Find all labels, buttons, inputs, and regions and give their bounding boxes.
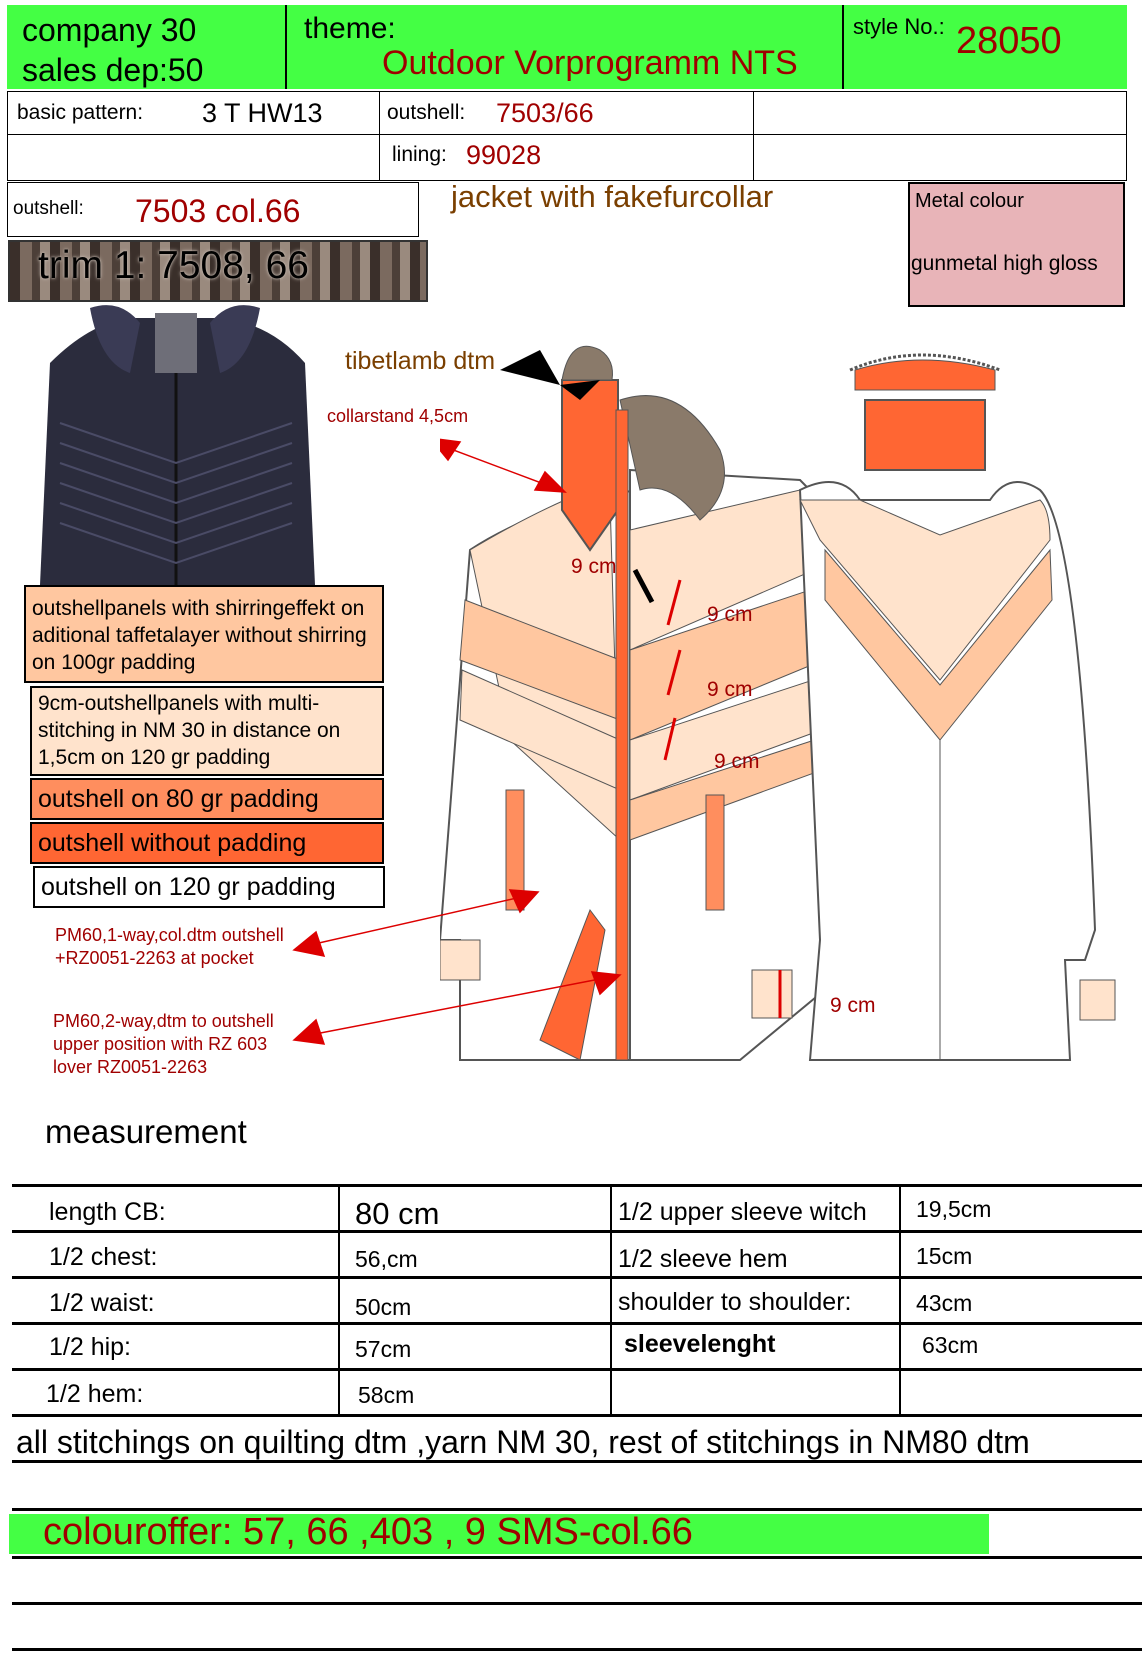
legend-item-shirring [24,585,384,683]
annotation-pocket [55,924,284,970]
outshell-material-value: 7503 col.66 [135,193,301,229]
measure-row-label: 1/2 hip: [49,1333,132,1361]
legend-text: 9cm-outshellpanels with multi-stitching in NM 30 in distance on 1,5cm on 120 gr padding [38,692,341,769]
legend-text: outshellpanels with shirringeffekt on aditional taffetalayer without shirring on 100gr padding [32,597,367,674]
stitching-note: all stitchings on quilting dtm ,yarn NM 30, rest of stitchings in NM80 dtm [16,1424,1030,1460]
header-divider [285,5,287,89]
measure-row-value: 19,5cm [916,1196,992,1222]
legend-item-no-padding [30,822,384,864]
measure-row-value: 50cm [355,1294,412,1320]
legend-text: outshell without padding [38,829,307,857]
annotation-tibetlamb: tibetlamb dtm [345,347,496,375]
sales-dep-label: sales dep:50 [22,52,204,88]
measure-row-value: 63cm [922,1332,979,1358]
style-label: style No.: [853,14,945,39]
measurement-title: measurement [45,1113,247,1150]
measure-row-label: 1/2 waist: [49,1289,155,1317]
table-col-line [338,1184,340,1416]
legend-item-multistitching [30,686,384,776]
measure-label: 9 cm [707,678,753,701]
table-line [12,1230,1142,1233]
measure-row-label: sleevelenght [624,1330,776,1358]
theme-label: theme: [304,12,396,45]
measure-label: 9 cm [830,994,876,1017]
trim-label: trim 1: 7508, 66 [38,244,309,287]
measure-label: 9 cm [707,603,753,626]
measure-row-label: shoulder to shoulder: [618,1288,852,1316]
colouroffer-text: colouroffer: 57, 66 ,403 , 9 SMS-col.66 [43,1511,693,1553]
annotation-line: +RZ0051-2263 at pocket [55,948,254,968]
info-col-divider [379,91,380,181]
metal-colour-label: Metal colour [915,190,1024,212]
measure-row-value: 15cm [916,1243,973,1269]
measure-row-value: 80 cm [355,1196,440,1231]
table-line [12,1322,1142,1325]
table-line [12,1556,1142,1559]
measure-row-label: 1/2 hem: [46,1380,144,1408]
info-row-divider [7,134,1127,135]
header-divider [842,5,844,89]
legend-item-80gr [30,778,384,820]
basic-pattern-value: 3 T HW13 [202,98,323,128]
table-line [12,1648,1142,1651]
table-line [12,1414,1142,1417]
basic-pattern-label: basic pattern: [17,101,144,124]
annotation-collarstand: collarstand 4,5cm [327,406,469,426]
table-col-line [899,1184,901,1416]
lining-value: 99028 [466,140,542,170]
outshell-label: outshell: [387,101,466,124]
measure-row-label: 1/2 chest: [49,1243,158,1271]
theme-value: Outdoor Vorprogramm NTS [382,44,798,82]
table-line [12,1508,1142,1511]
table-line [12,1184,1142,1187]
legend-text: outshell on 80 gr padding [38,785,319,813]
callout-arrows [280,880,640,1060]
info-col-divider [753,91,754,181]
annotation-line: PM60,1-way,col.dtm outshell [55,925,284,945]
measure-row-value: 58cm [358,1382,415,1408]
measure-row-value: 56,cm [355,1246,418,1272]
lining-label: lining: [392,143,447,166]
table-col-line [610,1184,612,1416]
measure-label: 9 cm [571,555,617,578]
table-line [12,1368,1142,1371]
annotation-front-zipper [53,1010,274,1079]
annotation-line: lover RZ0051-2263 [53,1057,208,1077]
measure-row-label: 1/2 sleeve hem [618,1245,788,1273]
legend-text: outshell on 120 gr padding [41,873,336,901]
metal-colour-value: gunmetal high gloss [911,252,1098,275]
annotation-line: upper position with RZ 603 [53,1034,268,1054]
outshell-value: 7503/66 [496,98,594,128]
back-view [800,355,1115,1060]
jacket-photo [30,303,322,585]
table-line [12,1602,1142,1605]
measure-row-label: length CB: [49,1198,166,1226]
garment-description: jacket with fakefurcollar [451,179,774,214]
measure-row-value: 57cm [355,1336,412,1362]
outshell-material-label: outshell: [13,198,84,219]
company-label: company 30 [22,12,197,48]
table-line [12,1276,1142,1279]
measure-label: 9 cm [714,750,760,773]
annotation-line: PM60,2-way,dtm to outshell [53,1011,274,1031]
measure-row-value: 43cm [916,1290,973,1316]
measure-row-label: 1/2 upper sleeve witch [618,1198,867,1226]
style-number: 28050 [956,20,1062,62]
